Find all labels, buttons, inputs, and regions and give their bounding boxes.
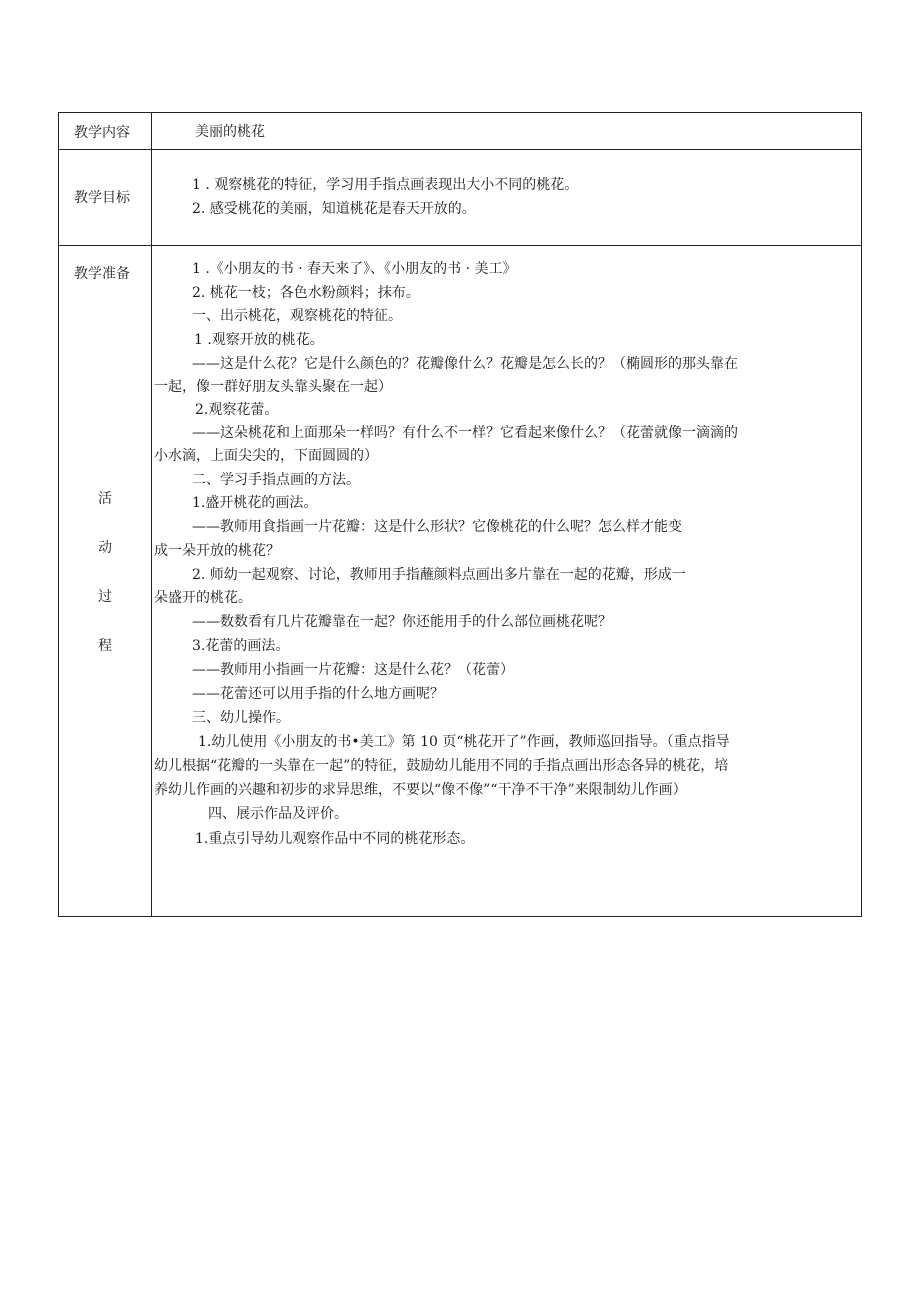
label-process-char: 活 xyxy=(98,491,112,507)
body-line: ——花蕾还可以用手指的什么地方画呢？ xyxy=(192,686,444,702)
body-line: 四、展示作品及评价。 xyxy=(208,806,348,822)
body-line: 2. 桃花一枝；各色水粉颜料；抹布。 xyxy=(192,285,420,301)
body-line: 1.重点引导幼儿观察作品中不同的桃花形态。 xyxy=(195,831,475,847)
goal-line: 2. 感受桃花的美丽，知道桃花是春天开放的。 xyxy=(192,201,476,217)
body-line: 朵盛开的桃花。 xyxy=(154,590,252,606)
table-column-divider xyxy=(151,112,152,917)
body-line: 一、出示桃花，观察桃花的特征。 xyxy=(192,308,402,324)
table-bottom-border xyxy=(58,916,862,917)
label-process-char: 过 xyxy=(98,589,112,605)
body-line: 2.观察花蕾。 xyxy=(195,402,279,418)
table-top-border xyxy=(58,112,862,113)
label-process-char: 动 xyxy=(98,540,112,556)
body-line: 小水滴，上面尖尖的，下面圆圆的） xyxy=(154,448,378,464)
body-line: 1.幼儿使用《小朋友的书•美工》第 10 页“桃花开了”作画，教师巡回指导。（重点指导 xyxy=(198,734,730,750)
body-line: 1.盛开桃花的画法。 xyxy=(192,495,318,511)
body-line: 一起，像一群好朋友头靠头聚在一起） xyxy=(154,379,392,395)
body-line: 3.花蕾的画法。 xyxy=(192,638,290,654)
table-row-divider xyxy=(58,245,862,246)
body-line: 二、学习手指点画的方法。 xyxy=(192,472,360,488)
table-left-border xyxy=(58,112,59,917)
table-right-border xyxy=(861,112,862,917)
label-content: 教学内容 xyxy=(74,125,130,141)
body-line: 成一朵开放的桃花？ xyxy=(154,543,280,559)
label-goal: 教学目标 xyxy=(74,190,130,206)
body-line: 养幼儿作画的兴趣和初步的求异思维，不要以“像不像”“干净不干净”来限制幼儿作画） xyxy=(154,782,687,798)
body-line: 1 .观察开放的桃花。 xyxy=(194,332,324,348)
body-line: ——这是什么花？它是什么颜色的？花瓣像什么？花瓣是怎么长的？（椭圆形的那头靠在 xyxy=(192,356,738,372)
body-line: 三、幼儿操作。 xyxy=(192,710,290,726)
body-line: 2. 师幼一起观察、讨论，教师用手指蘸颜料点画出多片靠在一起的花瓣，形成一 xyxy=(192,567,686,583)
body-line: 1 .《小朋友的书 · 春天来了》、《小朋友的书 · 美工》 xyxy=(192,261,517,277)
body-line: ——教师用食指画一片花瓣：这是什么形状？它像桃花的什么呢？怎么样才能变 xyxy=(192,519,682,535)
body-line: 幼儿根据“花瓣的一头靠在一起”的特征，鼓励幼儿能用不同的手指点画出形态各异的桃花，培 xyxy=(154,758,729,774)
goal-line: 1 . 观察桃花的特征，学习用手指点画表现出大小不同的桃花。 xyxy=(192,177,579,193)
label-prep: 教学准备 xyxy=(74,266,130,282)
body-line: ——教师用小指画一片花瓣：这是什么花？（花蕾） xyxy=(192,662,514,678)
lesson-title: 美丽的桃花 xyxy=(195,124,265,140)
label-process-char: 程 xyxy=(98,638,112,654)
table-row-divider xyxy=(58,149,862,150)
body-line: ——数数看有几片花瓣靠在一起？你还能用手的什么部位画桃花呢？ xyxy=(192,614,612,630)
body-line: ——这朵桃花和上面那朵一样吗？有什么不一样？它看起来像什么？（花蕾就像一滴滴的 xyxy=(192,425,738,441)
